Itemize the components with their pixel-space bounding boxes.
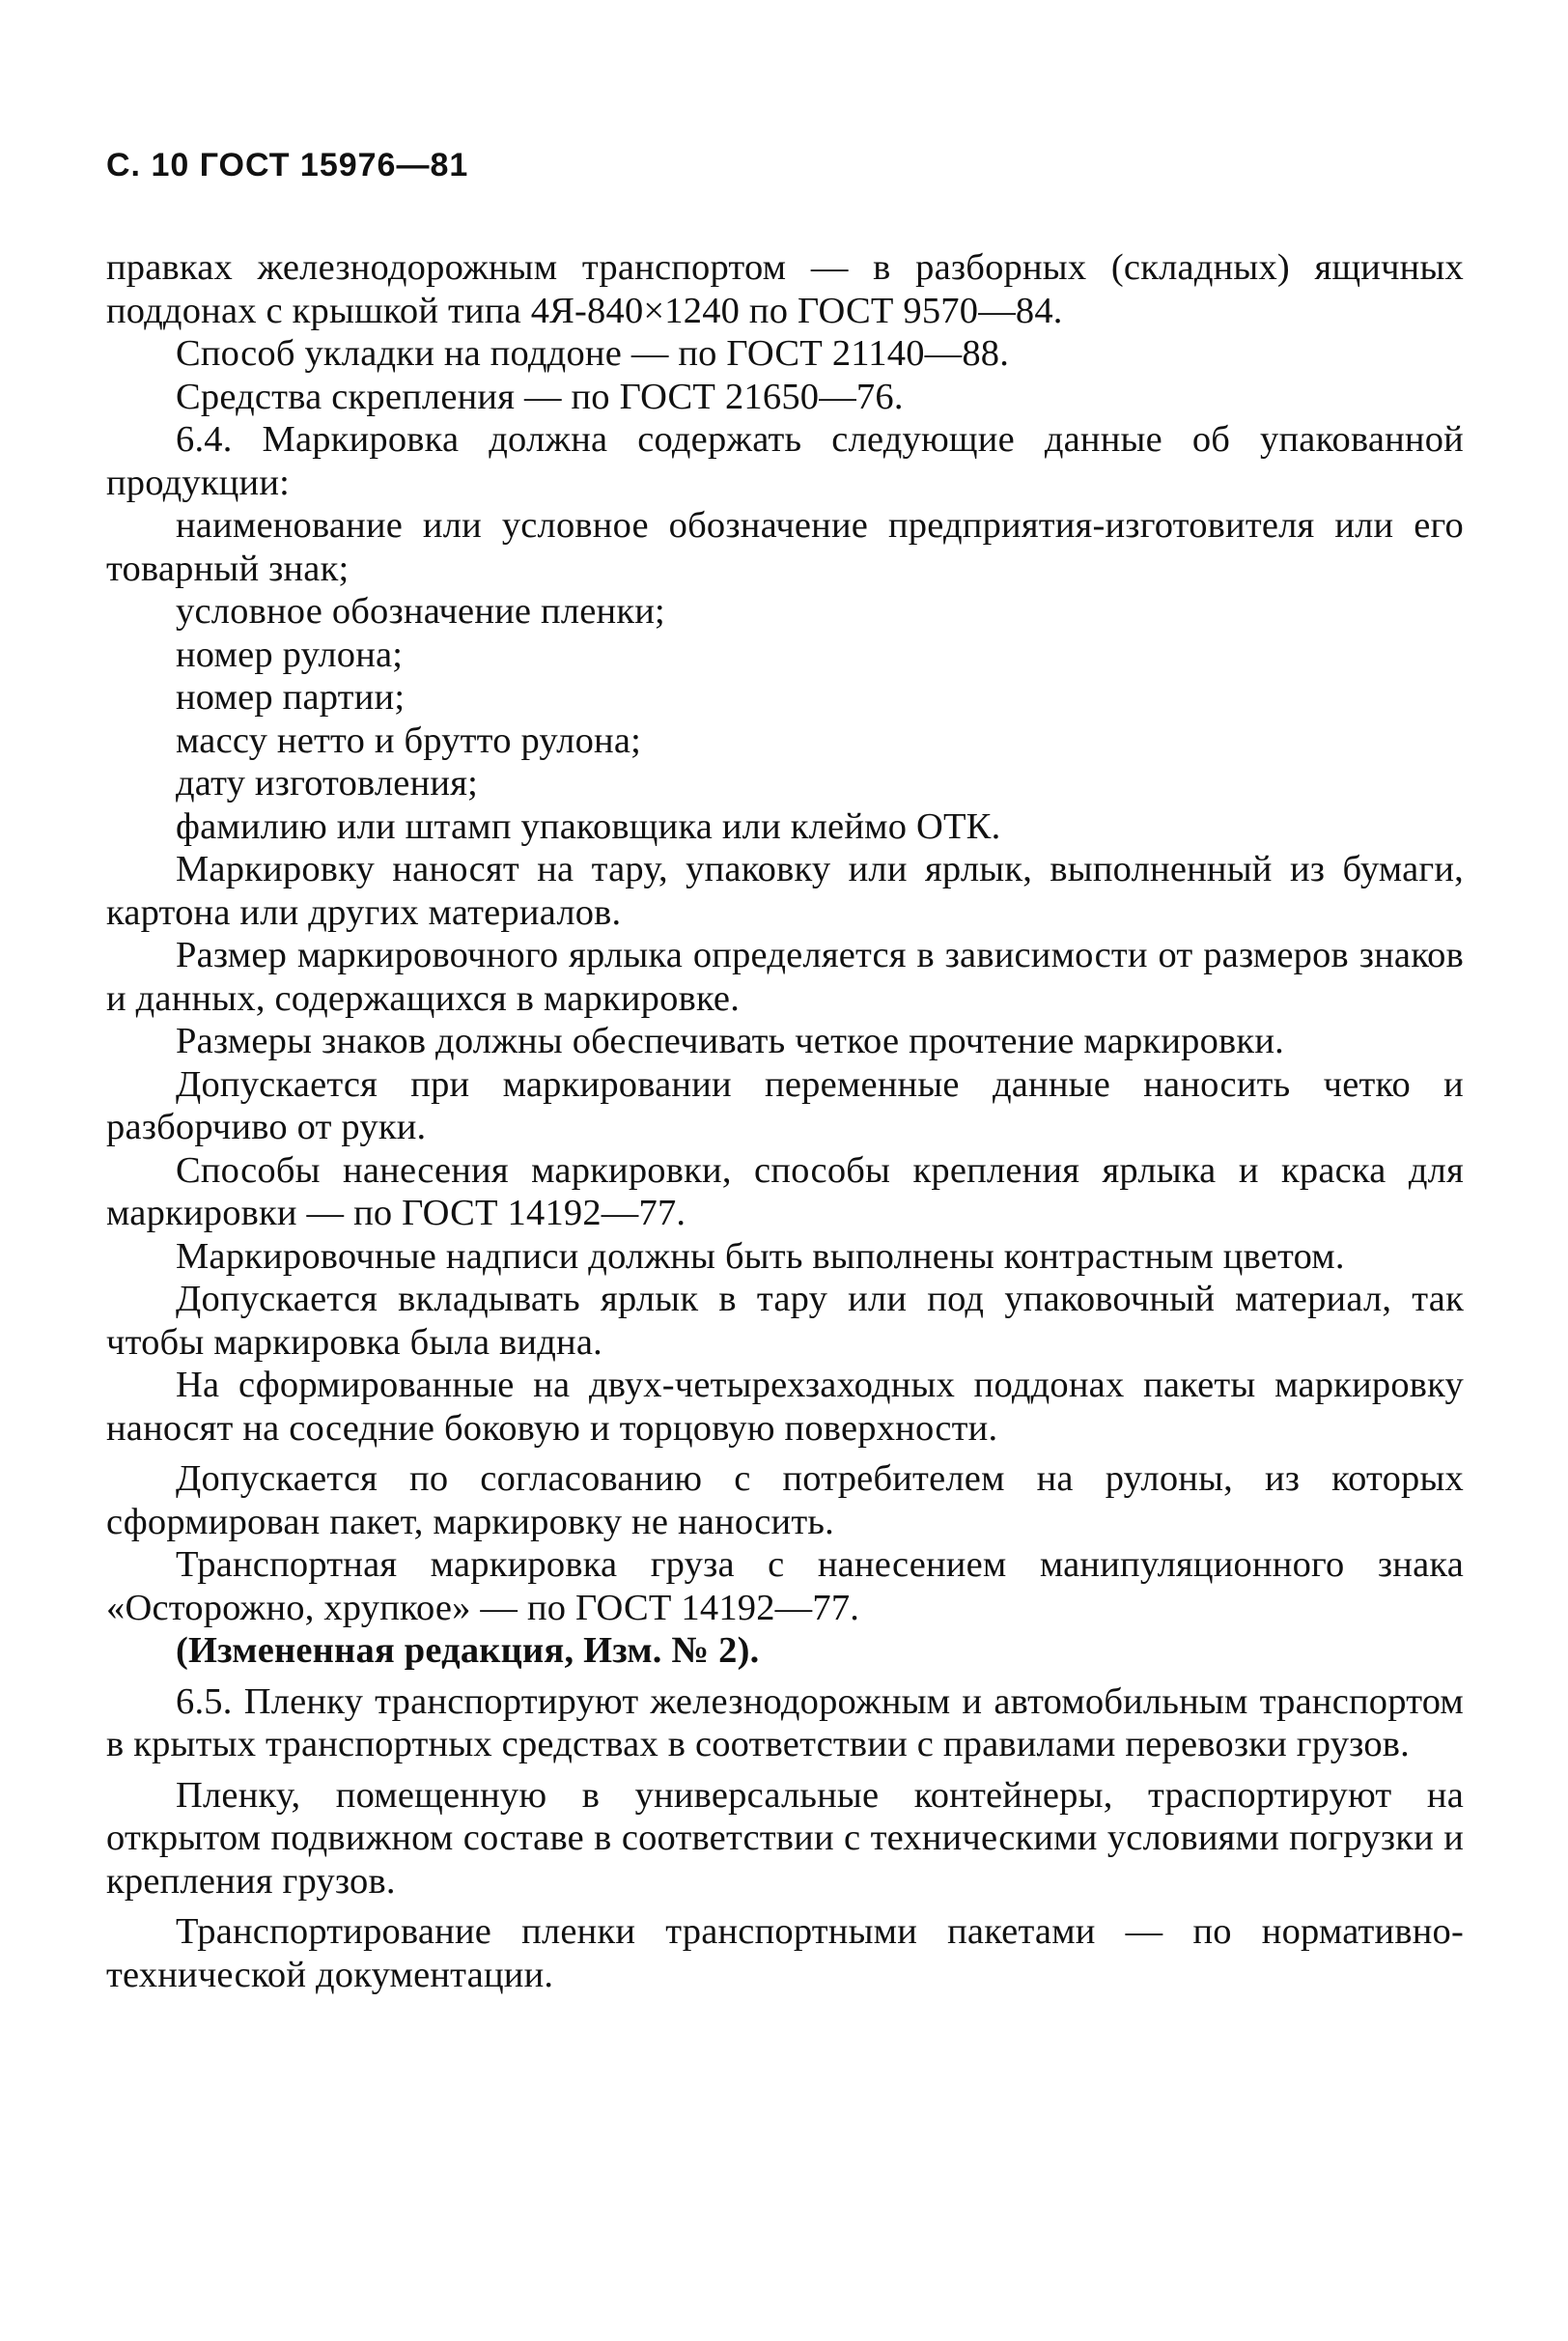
paragraph: Маркировочные надписи должны быть выполнены контрастным цветом. xyxy=(176,1235,1345,1277)
list-item: номер рулона; xyxy=(176,634,404,675)
list-item: массу нетто и брутто рулона; xyxy=(176,719,642,761)
list-item: наименование или условное обозначение предприятия-изготовителя или его товарный знак; xyxy=(106,505,1464,589)
paragraph: Транспортная маркировка груза с нанесением манипуляционного знака «Осторожно, хрупкое» — по ГОСТ 14192—77. xyxy=(106,1544,1464,1628)
clause-6-5: 6.5. Пленку транспортируют железнодорожным и автомобильным транспортом в крытых транспортных средствах в соответствии с правилами перевозки грузов. xyxy=(106,1680,1464,1764)
paragraph: Маркировку наносят на тару, упаковку или ярлык, выполненный из бумаги, картона или других материалов. xyxy=(106,849,1464,933)
amendment-note: (Измененная редакция, Изм. № 2). xyxy=(176,1630,760,1671)
list-item: фамилию или штамп упаковщика или клеймо ОТК. xyxy=(176,805,1001,847)
paragraph: Размер маркировочного ярлыка определяется в зависимости от размеров знаков и данных, содержащихся в маркировке. xyxy=(106,935,1464,1019)
list-item: условное обозначение пленки; xyxy=(176,591,665,632)
paragraph: Транспортирование пленки транспортными пакетами — по нормативно-технической документации. xyxy=(106,1911,1464,1995)
paragraph: Способы нанесения маркировки, способы крепления ярлыка и краска для маркировки — по ГОСТ 14192—77. xyxy=(106,1149,1464,1233)
paragraph-stacking-method: Способ укладки на поддоне — по ГОСТ 21140—88. xyxy=(176,333,1010,374)
paragraph-fastening-means: Средства скрепления — по ГОСТ 21650—76. xyxy=(176,376,904,417)
paragraph: Пленку, помещенную в универсальные контейнеры, траспортируют на открытом подвижном составе в соответствии с техническими условиями погрузки и крепления грузов. xyxy=(106,1774,1464,1902)
paragraph-continuation: правках железнодорожным транспортом — в разборных (складных) ящичных поддонах с крышкой типа 4Я-840×1240 по ГОСТ 9570—84. xyxy=(106,247,1464,331)
list-item: номер партии; xyxy=(176,677,406,718)
running-head: С. 10 ГОСТ 15976—81 xyxy=(106,147,469,183)
list-item: дату изготовления; xyxy=(176,763,479,804)
paragraph: Допускается при маркировании переменные данные наносить четко и разборчиво от руки. xyxy=(106,1063,1464,1147)
clause-6-4: 6.4. Маркировка должна содержать следующие данные об упакованной продукции: xyxy=(106,419,1464,503)
paragraph: На сформированные на двух-четырехзаходных поддонах пакеты маркировку наносят на соседние боковую и торцовую поверхности. xyxy=(106,1365,1464,1449)
body-text xyxy=(106,246,1464,1996)
paragraph: Допускается по согласованию с потребителем на рулоны, из которых сформирован пакет, маркировку не наносить. xyxy=(106,1458,1464,1542)
paragraph: Допускается вкладывать ярлык в тару или под упаковочный материал, так чтобы маркировка была видна. xyxy=(106,1279,1464,1363)
paragraph: Размеры знаков должны обеспечивать четкое прочтение маркировки. xyxy=(176,1021,1284,1061)
